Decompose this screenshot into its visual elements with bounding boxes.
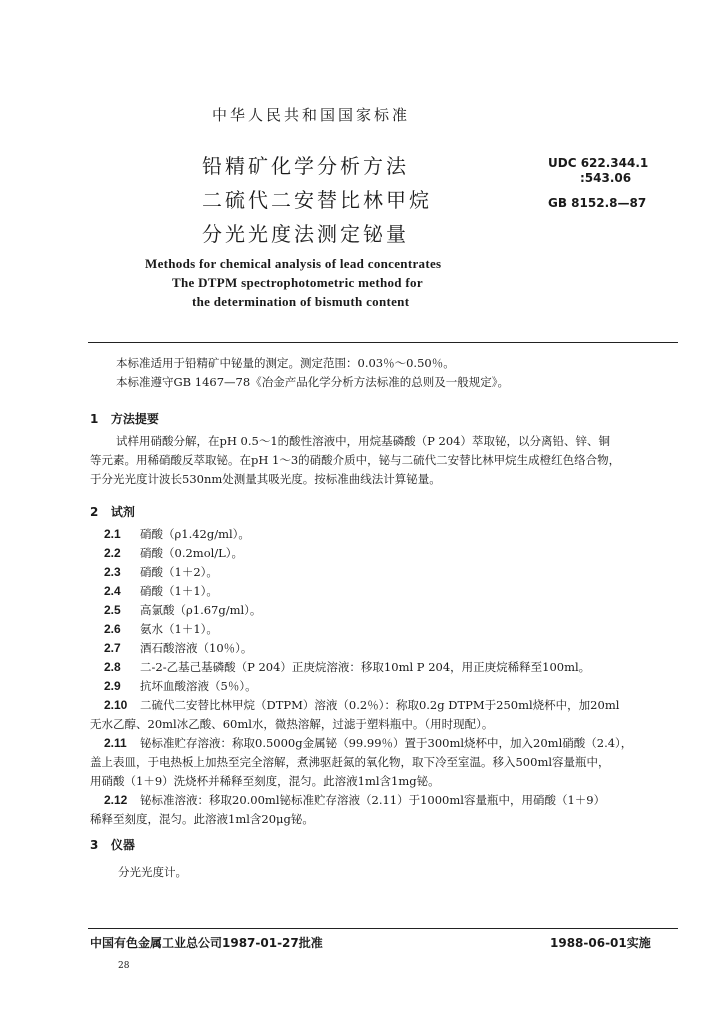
reagent-item-2-11-line-2: 盖上表皿，于电热板上加热至完全溶解，煮沸驱赶氮的氧化物，取下冷至室温。移入500ml容量瓶中，	[90, 755, 610, 769]
reagent-item: 2.5 高氯酸（ρ1.67g/ml）。	[104, 603, 262, 617]
reagent-item-2-11-line-3: 用硝酸（1＋9）洗烧杯并稀释至刻度，混匀。此溶液1ml含1mg铋。	[90, 774, 440, 788]
gb-code: GB 8152.8—87	[548, 196, 647, 210]
effective-date: 1988-06-01实施	[550, 936, 651, 950]
intro-compliance: 本标准遵守GB 1467—78《冶金产品化学分析方法标准的总则及一般规定》。	[116, 375, 509, 389]
english-title-line-3: the determination of bismuth content	[192, 294, 410, 309]
footer-divider	[88, 928, 678, 929]
intro-scope: 本标准适用于铅精矿中铋量的测定。测定范围：0.03％～0.50％。	[116, 356, 455, 370]
english-title-line-2: The DTPM spectrophotometric method for	[172, 275, 423, 290]
section-1-number: 1	[90, 412, 99, 426]
reagent-item: 2.6 氨水（1＋1）。	[104, 622, 218, 636]
title-line-3: 分光光度法测定铋量	[202, 222, 409, 246]
udc-code: UDC 622.344.1	[548, 156, 649, 170]
reagent-item-2-12-line-1: 2.12 铋标准溶液：移取20.00ml铋标准贮存溶液（2.11）于1000ml容量瓶中，用硝酸（1＋9）	[104, 793, 606, 807]
section-3-title: 仪器	[110, 838, 135, 852]
header-divider	[88, 342, 678, 343]
section-2-heading	[90, 503, 135, 520]
section-3-text: 分光光度计。	[118, 865, 187, 879]
reagent-item-2-11-line-1: 2.11 铋标准贮存溶液：称取0.5000g金属铋（99.99％）置于300ml烧杯中，加入20ml硝酸（2.4），	[104, 736, 633, 750]
title-line-2: 二硫代二安替比林甲烷	[202, 188, 432, 212]
approval-line: 中国有色金属工业总公司1987-01-27批准	[90, 936, 323, 950]
reagent-item-2-12-line-2: 稀释至刻度，混匀。此溶液1ml含20μg铋。	[90, 812, 314, 826]
page-number: 28	[118, 961, 130, 971]
section-1-line-1: 试样用硝酸分解，在pH 0.5～1的酸性溶液中，用烷基磷酸（P 204）萃取铋，以分离铅、锌、铜	[116, 434, 610, 448]
reagent-item: 2.7 酒石酸溶液（10％）。	[104, 641, 253, 655]
reagent-item-2-10-line-1: 2.10 二硫代二安替比林甲烷（DTPM）溶液（0.2％）：称取0.2g DTPM于250ml烧杯中，加20ml	[104, 698, 620, 712]
section-1-heading	[90, 410, 159, 427]
section-3-heading	[90, 836, 135, 853]
section-1-line-2: 等元素。用稀硝酸反萃取铋。在pH 1～3的硝酸介质中，铋与二硫代二安替比林甲烷生成橙红色络合物，	[90, 453, 621, 467]
section-2-number: 2	[90, 505, 99, 519]
standard-org-title: 中华人民共和国国家标准	[212, 106, 411, 124]
udc-code-cont: :543.06	[580, 171, 632, 185]
reagent-item: 2.4 硝酸（1＋1）。	[104, 584, 218, 598]
reagent-item: 2.2 硝酸（0.2mol/L）。	[104, 546, 244, 560]
title-line-1: 铅精矿化学分析方法	[202, 154, 409, 178]
reagent-item: 2.3 硝酸（1＋2）。	[104, 565, 218, 579]
section-2-title: 试剂	[110, 505, 135, 519]
reagent-item: 2.1 硝酸（ρ1.42g/ml）。	[104, 527, 250, 541]
reagent-item: 2.9 抗坏血酸溶液（5％）。	[104, 679, 257, 693]
english-title-line-1: Methods for chemical analysis of lead concentrates	[145, 256, 442, 271]
section-1-title: 方法提要	[110, 412, 159, 426]
section-1-line-3: 于分光光度计波长530nm处测量其吸光度。按标准曲线法计算铋量。	[90, 472, 441, 486]
reagent-item-2-10-line-2: 无水乙醇、20ml冰乙酸、60ml水，微热溶解，过滤于塑料瓶中。（用时现配）。	[90, 717, 494, 731]
section-3-number: 3	[90, 838, 99, 852]
reagent-item: 2.8 二-2-乙基己基磷酸（P 204）正庚烷溶液：移取10ml P 204，用正庚烷稀释至100ml。	[104, 660, 591, 674]
